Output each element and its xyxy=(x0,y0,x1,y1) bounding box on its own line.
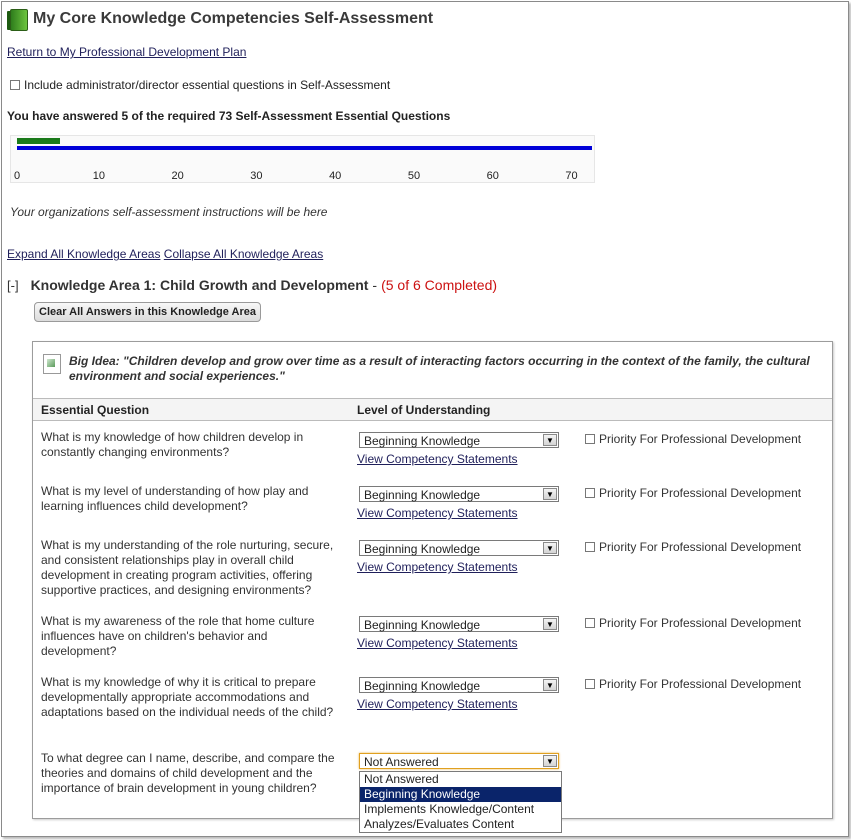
progress-bar xyxy=(10,135,595,183)
book-icon xyxy=(7,8,27,30)
level-dropdown-list xyxy=(359,771,562,833)
question-text: What is my knowledge of why it is critical to prepare developmentally appropriate accommodations and adaptations based on the individual needs of the child? xyxy=(41,675,334,719)
view-competency-link[interactable]: View Competency Statements xyxy=(357,506,518,520)
question-text: What is my level of understanding of how play and learning influences child development? xyxy=(41,484,309,513)
level-select-value: Beginning Knowledge xyxy=(364,542,481,556)
progress-track xyxy=(17,146,592,150)
column-header-question: Essential Question xyxy=(41,403,150,417)
progress-tick-label: 20 xyxy=(171,170,184,182)
priority-checkbox[interactable] xyxy=(585,679,595,689)
admin-questions-row xyxy=(10,78,390,92)
title-row xyxy=(7,7,433,31)
level-select[interactable] xyxy=(359,677,559,693)
question-text: What is my awareness of the role that home culture influences have on children's behavior and development? xyxy=(41,614,315,658)
level-select[interactable] xyxy=(359,753,559,769)
chevron-down-icon[interactable]: ▼ xyxy=(543,679,557,691)
view-competency-link[interactable]: View Competency Statements xyxy=(357,636,518,650)
return-to-plan-link[interactable]: Return to My Professional Development Plan xyxy=(7,45,247,59)
progress-fill xyxy=(17,138,60,144)
progress-tick-label: 0 xyxy=(14,170,21,182)
priority-label: Priority For Professional Development xyxy=(599,616,802,630)
main-frame xyxy=(1,1,849,837)
priority-checkbox[interactable] xyxy=(585,542,595,552)
question-text: To what degree can I name, describe, and compare the theories and domains of child development and the importance of brain development in young children? xyxy=(41,751,335,795)
expand-collapse-row xyxy=(7,247,323,261)
progress-tick-label: 40 xyxy=(329,170,342,182)
broken-image-icon xyxy=(43,354,61,374)
title-separator: - xyxy=(372,277,378,293)
progress-tick-label: 30 xyxy=(250,170,263,182)
chevron-down-icon[interactable]: ▼ xyxy=(543,755,557,767)
level-select[interactable] xyxy=(359,616,559,632)
collapse-all-link[interactable]: Collapse All Knowledge Areas xyxy=(163,247,324,261)
page-title: My Core Knowledge Competencies Self-Assessment xyxy=(33,10,434,27)
dropdown-option[interactable]: Not Answered xyxy=(364,772,439,786)
progress-tick-label: 70 xyxy=(565,170,578,182)
answered-count-text: You have answered 5 of the required 73 Self-Assessment Essential Questions xyxy=(7,109,451,123)
chevron-down-icon[interactable]: ▼ xyxy=(543,488,557,500)
priority-label: Priority For Professional Development xyxy=(599,677,802,691)
view-competency-link[interactable]: View Competency Statements xyxy=(357,452,518,466)
questions-panel xyxy=(32,341,833,831)
chevron-down-icon[interactable]: ▼ xyxy=(543,434,557,446)
expand-all-link[interactable]: Expand All Knowledge Areas xyxy=(7,247,161,261)
big-idea-text: Big Idea: "Children develop and grow over time as a result of interacting factors occurring in the context of the family, the cultural environment and social experiences." xyxy=(69,354,810,383)
priority-label: Priority For Professional Development xyxy=(599,540,802,554)
level-select-value: Beginning Knowledge xyxy=(364,618,481,632)
collapse-toggle[interactable]: [-] xyxy=(7,277,19,293)
dropdown-option[interactable]: Implements Knowledge/Content xyxy=(364,802,535,816)
priority-label: Priority For Professional Development xyxy=(599,432,802,446)
level-select-value: Beginning Knowledge xyxy=(364,434,481,448)
priority-row xyxy=(585,616,801,630)
progress-tick-label: 10 xyxy=(92,170,106,182)
progress-tick-label: 50 xyxy=(407,170,421,182)
dropdown-option[interactable]: Beginning Knowledge xyxy=(360,787,561,802)
completion-status: (5 of 6 Completed) xyxy=(381,277,498,293)
priority-row xyxy=(585,486,801,500)
progress-tick-label: 60 xyxy=(486,170,499,182)
view-competency-link[interactable]: View Competency Statements xyxy=(357,560,518,574)
admin-questions-checkbox[interactable] xyxy=(10,80,20,90)
question-text: What is my understanding of the role nurturing, secure, and consistent relationships play in overall child development in creating program activities, offering supportive practices, and designing environments? xyxy=(41,538,334,597)
priority-checkbox[interactable] xyxy=(585,434,595,444)
column-header-level: Level of Understanding xyxy=(357,403,491,417)
instructions-text: Your organizations self-assessment instructions will be here xyxy=(10,205,328,219)
knowledge-area-title: Knowledge Area 1: Child Growth and Development xyxy=(30,277,369,293)
view-competency-link[interactable]: View Competency Statements xyxy=(357,697,518,711)
level-select-value: Beginning Knowledge xyxy=(364,679,481,693)
knowledge-area-header xyxy=(7,277,497,293)
level-select[interactable] xyxy=(359,486,559,502)
level-select[interactable] xyxy=(359,540,559,556)
priority-label: Priority For Professional Development xyxy=(599,486,802,500)
table-header xyxy=(33,398,832,421)
priority-checkbox[interactable] xyxy=(585,618,595,628)
admin-questions-label: Include administrator/director essential questions in Self-Assessment xyxy=(24,78,391,92)
chevron-down-icon[interactable]: ▼ xyxy=(543,618,557,630)
level-select-value: Not Answered xyxy=(364,755,439,769)
priority-row xyxy=(585,677,801,691)
chevron-down-icon[interactable]: ▼ xyxy=(543,542,557,554)
priority-checkbox[interactable] xyxy=(585,488,595,498)
dropdown-option[interactable]: Analyzes/Evaluates Content xyxy=(364,817,515,831)
level-select[interactable] xyxy=(359,432,559,448)
question-text: What is my knowledge of how children develop in constantly changing environments? xyxy=(41,430,304,459)
priority-row xyxy=(585,540,801,554)
priority-row xyxy=(585,432,801,446)
clear-answers-button[interactable]: Clear All Answers in this Knowledge Area xyxy=(34,302,261,322)
level-select-value: Beginning Knowledge xyxy=(364,488,481,502)
big-idea-row xyxy=(43,354,823,384)
